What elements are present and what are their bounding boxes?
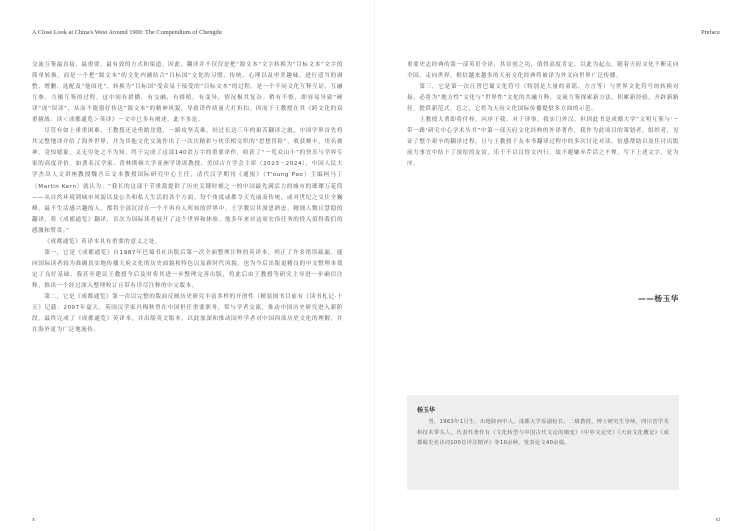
bio-name: 杨玉华 (417, 407, 436, 414)
left-body-text (32, 60, 343, 336)
page-number-right: xi (715, 517, 720, 523)
bio-text: 男，1963年1月生，出地陕西中人，成都大学原副校长，二级教授，博士研究生导师，四川省学术和技术带头人。代表性著作有《文化转型与中国古代文论的嬗变》《中外文论史》《天府文化概论》《成都蜀史名诗词100首详注精评》等10余种，发表论文40余篇。 (417, 419, 669, 447)
author-bio-box (407, 395, 679, 490)
paragraph: 《成都通览》英译本具有重要的意义之处。 (44, 238, 162, 245)
page-number-left: x (32, 517, 35, 523)
running-head-right: Preface (701, 29, 720, 36)
right-body-text (407, 60, 679, 170)
running-head-left: A Close Look at China's West Around 1900: The Compendium of Chengdu (32, 29, 222, 36)
paragraph: 交流互鉴最直接、最重要、最有效的方式和渠道。因此，翻译并不仅仅是把“源文本”文字转换为“目标文本”文字的简单转换，而是一个把“源文本”的文化内涵结合“目标国”文化的习惯、传统、心理以及审美趣味，进行适当的调整、增删、选配及“他国化”，转换为“目标国”受众易于接受的“目标文本”的过程。是一个不同文化互释互证，互融互参，互摄互鉴的过程。这中间有措播，有交融，有移植，有变异，情况极其复杂。稍有不慎，即容易导致“硬译”成“误读”，从而不能很好传达“源文本”的精神风貌，导致译作质量大打折扣。因而于王教授在其《跨文化的双重挑战：读＜成都通览＞英译》一文中已多有阐述，此不多论。 (32, 62, 343, 124)
paragraph: 重要史志经典的第一部英语全译，其首创之功，值得高度肯定，以此为起点，随着天府文化不断走向全国、走向世界，相信越来越多的天府文化经典将被译为外文向世界广泛传播。 (407, 62, 679, 80)
paragraph: 第二，它是《成都通览》第一次以完整的版面反映历史研究丰富多样的开创性（精装图书目前有《读书札记·十五》记载：2007年夏天，英国汉学家冯梅秋曾在中国担任重要职务，常与学者交流，推动中国历史研究进入新阶段，最终完成了《成都通览》英译本，并出版英文版本，以此加深和推动国外学者对中国西部历史文化的理解，并在海外更为广泛地流传。 (32, 293, 343, 334)
right-page (375, 0, 750, 531)
paragraph: 尽管有如上重重困难，王教授还是勇踏崖缝，一路攻坚克难，经过长达三年的艰苦翻译之旅，中国学界首先将其完整地译介给了海外世界，并为其他文化交流作出了一次次精彩与伙乐相交织的“思想冒险”，收获颇丰，用名被神，竟惊噫象，又无穷处之不为知，终于完成了这部140余万字的重要译作，收获了“一览众山小”的快乐与学界专家的高度评价。如著名汉学家、普林斯顿大学亚洲学讲席教授、美国古方学会主席（2023－2024），中国人民大学杰出人文讲座教授魏吾丘文本教授国际研究中心主任，清代汉学期刊《通报》（T'oung Pao）主编柯马丁（Martin Kern）就认为：“我长的这部于节重裁提供了历史关键时刻之一的中国最先满活力的城市的璀璨万花筒——从自然环境到城市风貌以及公共和私人生活的各个方面。每个角度或都令天光丽而传统，或对世纪之交往全巍峰，最不生活感兴趣的人，都将全部沉浸在一个不再有人所知的世界中。王学教以其深思熟虑、精细人微且慧稳的翻译，将《成都通览》翻译，首次为国际读者展开了这个世界和体验。他多年来对这项宏伟任务的投入值得我们的感激和赞赏。” (32, 128, 343, 234)
paragraph: 第一，它是《成都通览》自1987年巴蜀书社出版后第一次全面整理注释的英译本，列正了许多错误疏漏。能向国际读者较为准确真实地传播天府文化的历史面貌和特色以及新时代风貌，也为今后出版更精良的中文整理本奠定了良好基础。我甚至建议王教授今后及时将其进一步整理完善出版，将此后由王教授等研究主导进一步确信注释，推出一个经过深入整理校订且带有详尽注释的中文版本。 (32, 249, 343, 289)
paragraph: 第三，它是第一次汪曾巴蜀文化符号（特别是大量的童谣、方言等）与世界文化符号的转换对接，必将为“地方性”文化与“世界性”文化的共融互释，交流互鉴探索新方法，积累新经验，开辟新路径，提供新范式。总之，它将为天府文化国际传播提供多方面的示范。 (407, 84, 679, 113)
paragraph: 王教授大著即将付梓，问序于我。对于译事，我实门外汉。但因此书是成都大学“文明互鉴与‘一带一路’研究中心学术丛书”中第一部天府文化经典的外译著作，我作为此项目的策划者，组织者，见证了整个艰辛的翻译过程，且与王教授于友本书翻译过程中的多次讨论对读，倍感帮助以及佳讨出版前力事宜中结下了深厚的友谊，乐于不以汉得文内行，故不避嫌弃芹话之不惮，写下上述文字，是为序。 (407, 117, 679, 168)
author-signature: ——杨玉华 (638, 294, 679, 303)
